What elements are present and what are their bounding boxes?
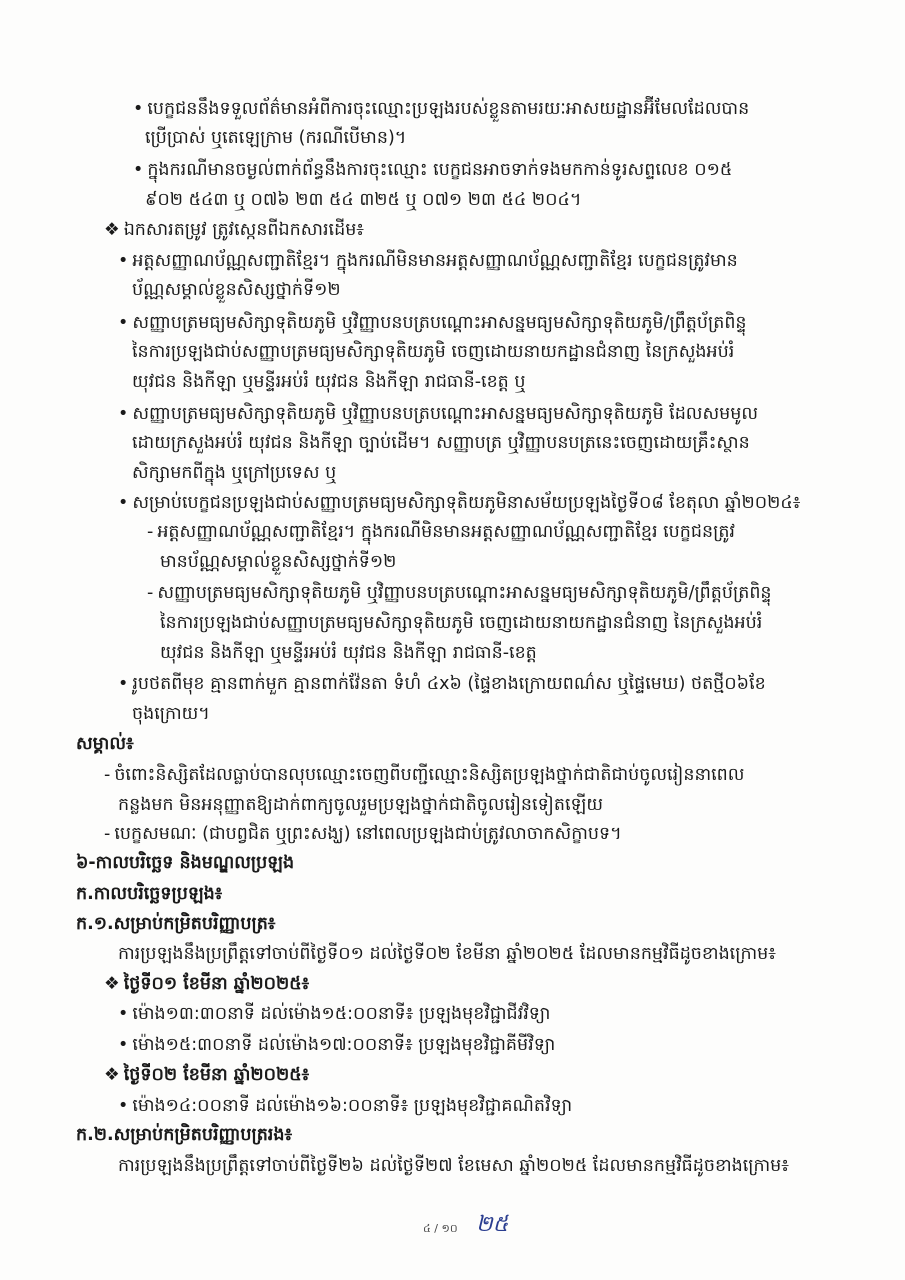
dash-marker: -	[147, 522, 154, 542]
dash-marker: -	[147, 583, 154, 603]
date-heading-text: ថ្ងៃទី០១ ខែមីនា ឆ្នាំ២០២៥៖	[123, 974, 310, 994]
body-text: យុវជន និងកីឡា ឬមន្ទីរអប់រំ យុវជន និងកីឡា រាជធានី-ខេត្ត ឬ	[132, 372, 526, 392]
section-heading-text: ៦-កាលបរិច្ឆេទ និងមណ្ឌលប្រឡង	[76, 853, 295, 873]
date-heading-text: ថ្ងៃទី០២ ខែមីនា ឆ្នាំ២០២៥៖	[123, 1065, 310, 1085]
schedule-text: ម៉ោង១៣:៣០នាទី ដល់ម៉ោង១៥:០០នាទី៖ ប្រឡងមុខវិជ្ជាជីវវិទ្យា	[132, 1004, 551, 1024]
body-text: បេក្ខសមណៈ (ជាបព្វជិត ឬព្រះសង្ឃ) នៅពេលប្រឡងជាប់ត្រូវលាចាកសិក្ខាបទ។	[114, 824, 622, 844]
bullet-line	[118, 667, 766, 701]
body-text: នៃការប្រឡងជាប់សញ្ញាបត្រមធ្យមសិក្សាទុតិយភូមិ ចេញដោយនាយកដ្ឋានជំនាញ នៃក្រសួងអប់រំ	[160, 613, 763, 633]
body-text: យុវជន និងកីឡា ឬមន្ទីរអប់រំ យុវជន និងកីឡា រាជធានី-ខេត្ត	[160, 643, 537, 663]
body-text: សញ្ញាបត្រមធ្យមសិក្សាទុតិយភូមិ ឬវិញ្ញាបនបត្របណ្តោះអាសន្នមធ្យមសិក្សាទុតិយភូមិ/ព្រឹត្តប័ត្រពិន្ទុ	[132, 313, 747, 333]
date-heading	[104, 967, 309, 1001]
bullet-marker: •	[118, 1004, 129, 1024]
diamond-bullet-icon: ❖	[104, 220, 120, 240]
paragraph-line	[118, 937, 776, 971]
bullet-line	[133, 153, 732, 187]
body-text: សម្រាប់បេក្ខជនប្រឡងជាប់សញ្ញាបត្រមធ្យមសិក្សាទុតិយភូមិនាសម័យប្រឡងថ្ងៃទី០៨ ខែតុលា ឆ្នាំ២០២៤៖	[132, 493, 801, 513]
date-heading	[104, 1058, 309, 1092]
page-number: ៤ / ១០	[423, 1222, 458, 1235]
section-heading	[76, 846, 294, 880]
body-text: ប្រើប្រាស់ ឬតេឡេក្រាម (ករណីបើមាន)។	[145, 128, 407, 148]
subsection-heading-text: ក.១.សម្រាប់កម្រិតបរិញ្ញាបត្រ៖	[76, 914, 276, 934]
body-text: សិក្សាមកពីក្នុង ឬក្រៅប្រទេស ឬ	[132, 463, 337, 483]
body-text: ចុងក្រោយ។	[132, 704, 210, 724]
section-line	[104, 213, 364, 247]
continuation-line	[160, 545, 396, 579]
dash-line	[104, 758, 744, 792]
dash-line	[147, 576, 772, 610]
subsection-heading-text: ក.២.សម្រាប់កម្រិតបរិញ្ញាបត្ររង៖	[76, 1125, 293, 1145]
diamond-bullet-icon: ❖	[104, 974, 120, 994]
bullet-marker: •	[118, 1096, 129, 1116]
bullet-marker: •	[118, 251, 129, 271]
continuation-line	[132, 273, 341, 307]
continuation-line	[160, 606, 762, 640]
bullet-marker: •	[118, 404, 129, 424]
paragraph-line	[118, 1149, 789, 1183]
body-text: រូបថតពីមុខ គ្មានពាក់មួក គ្មានពាក់វ៉ែនតា ទំហំ ៤x៦ (ផ្ទៃខាងក្រោយពណ៌ស ឬផ្ទៃមេឃ) ថតថ្មី០៦ខែ	[132, 674, 766, 694]
continuation-line	[132, 335, 734, 369]
body-text: ប័ណ្ណសម្គាល់ខ្លួនសិស្សថ្នាក់ទី១២	[132, 280, 341, 300]
body-text: សញ្ញាបត្រមធ្យមសិក្សាទុតិយភូមិ ឬវិញ្ញាបនបត្របណ្តោះអាសន្នមធ្យមសិក្សាទុតិយភូមិ ដែលសមមូល	[132, 404, 759, 424]
continuation-line	[132, 697, 210, 731]
continuation-line	[132, 456, 336, 490]
body-text: ចំពោះនិស្សិតដែលធ្លាប់បានលុបឈ្មោះចេញពីបញ្ជីឈ្មោះនិស្សិតប្រឡងថ្នាក់ជាតិជាប់ចូលរៀននាពេល	[114, 765, 745, 785]
body-text: ការប្រឡងនឹងប្រព្រឹត្តទៅចាប់ពីថ្ងៃទី០១ ដល់ថ្ងៃទី០២ ខែមីនា ឆ្នាំ២០២៥ ដែលមានកម្មវិធីដូចខាងក្រោម៖	[118, 944, 776, 964]
dash-marker: -	[104, 824, 111, 844]
body-text: អត្តសញ្ញាណប័ណ្ណសញ្ជាតិខ្មែរ។ ក្នុងករណីមិនមានអត្តសញ្ញាណប័ណ្ណសញ្ជាតិខ្មែរ បេក្ខជនត្រូវមាន	[132, 251, 738, 271]
bullet-marker: •	[118, 313, 129, 333]
continuation-line	[145, 121, 406, 155]
body-text: ក្នុងករណីមានចម្ងល់ពាក់ព័ន្ធនឹងការចុះឈ្មោះ បេក្ខជនអាចទាក់ទងមកកាន់ទូរសព្ទលេខ ០១៥	[147, 160, 733, 180]
body-text: នៃការប្រឡងជាប់សញ្ញាបត្រមធ្យមសិក្សាទុតិយភូមិ ចេញដោយនាយកដ្ឋានជំនាញ នៃក្រសួងអប់រំ	[132, 342, 735, 362]
bullet-marker: •	[118, 674, 129, 694]
schedule-text: ម៉ោង១៤:០០នាទី ដល់ម៉ោង១៦:០០នាទី៖ ប្រឡងមុខវិជ្ជាគណិតវិទ្យា	[132, 1096, 573, 1116]
body-text: ដោយក្រសួងអប់រំ យុវជន និងកីឡា ច្បាប់ដើម។ សញ្ញាបត្រ ឬវិញ្ញាបនបត្រនេះចេញដោយគ្រឹះស្ថាន	[132, 433, 750, 453]
body-text: ៩០២ ៥៤៣ ឬ ០៧៦ ២៣ ៥៤ ៣២៥ ឬ ០៧១ ២៣ ៥៤ ២០៤។	[145, 190, 582, 210]
diamond-bullet-icon: ❖	[104, 1065, 120, 1085]
subsection-heading	[76, 1118, 292, 1152]
bullet-marker: •	[118, 1035, 129, 1055]
schedule-text: ម៉ោង១៥:៣០នាទី ដល់ម៉ោង១៧:០០នាទី៖ ប្រឡងមុខវិជ្ជាគីមីវិទ្យា	[132, 1035, 556, 1055]
continuation-line	[132, 365, 525, 399]
subsection-heading-text: ក.កាលបរិច្ឆេទប្រឡង៖	[76, 884, 223, 904]
bullet-marker: •	[118, 493, 129, 513]
body-text: មានប័ណ្ណសម្គាល់ខ្លួនសិស្សថ្នាក់ទី១២	[160, 552, 397, 572]
subsection-heading	[76, 877, 222, 911]
dash-marker: -	[104, 765, 111, 785]
schedule-item	[118, 997, 550, 1031]
bullet-marker: •	[133, 99, 144, 119]
continuation-line	[132, 426, 750, 460]
continuation-line	[160, 636, 537, 670]
note-heading-text: សម្គាល់៖	[76, 734, 134, 754]
continuation-line	[145, 183, 581, 217]
body-text: ការប្រឡងនឹងប្រព្រឹត្តទៅចាប់ពីថ្ងៃទី២៦ ដល់ថ្ងៃទី២៧ ខែមេសា ឆ្នាំ២០២៥ ដែលមានកម្មវិធីដូចខាងក្រោម៖	[118, 1156, 789, 1176]
schedule-item	[118, 1028, 555, 1062]
dash-line	[147, 515, 735, 549]
body-text: កន្លងមក មិនអនុញ្ញាតឱ្យដាក់ពាក្យចូលរួមប្រឡងថ្នាក់ជាតិចូលរៀនទៀតឡើយ	[118, 795, 604, 815]
body-text: អត្តសញ្ញាណប័ណ្ណសញ្ជាតិខ្មែរ។ ក្នុងករណីមិនមានអត្តសញ្ញាណប័ណ្ណសញ្ជាតិខ្មែរ បេក្ខជនត្រូវ	[157, 522, 735, 542]
handwritten-page-mark: ២៥	[476, 1212, 509, 1237]
body-text: បេក្ខជននឹងទទួលព័ត៌មានអំពីការចុះឈ្មោះប្រឡងរបស់ខ្លួនតាមរយៈអាសយដ្ឋានអ៊ីមែលដែលបាន	[147, 99, 750, 119]
subsection-heading	[76, 907, 276, 941]
body-text: សញ្ញាបត្រមធ្យមសិក្សាទុតិយភូមិ ឬវិញ្ញាបនបត្របណ្តោះអាសន្នមធ្យមសិក្សាទុតិយភូមិ/ព្រឹត្តប័ត្រពិន្ទុ	[157, 583, 772, 603]
section-text: ឯកសារតម្រូវ ត្រូវស្កេនពីឯកសារដើម៖	[123, 220, 364, 240]
bullet-marker: •	[133, 160, 144, 180]
note-heading	[76, 727, 134, 761]
